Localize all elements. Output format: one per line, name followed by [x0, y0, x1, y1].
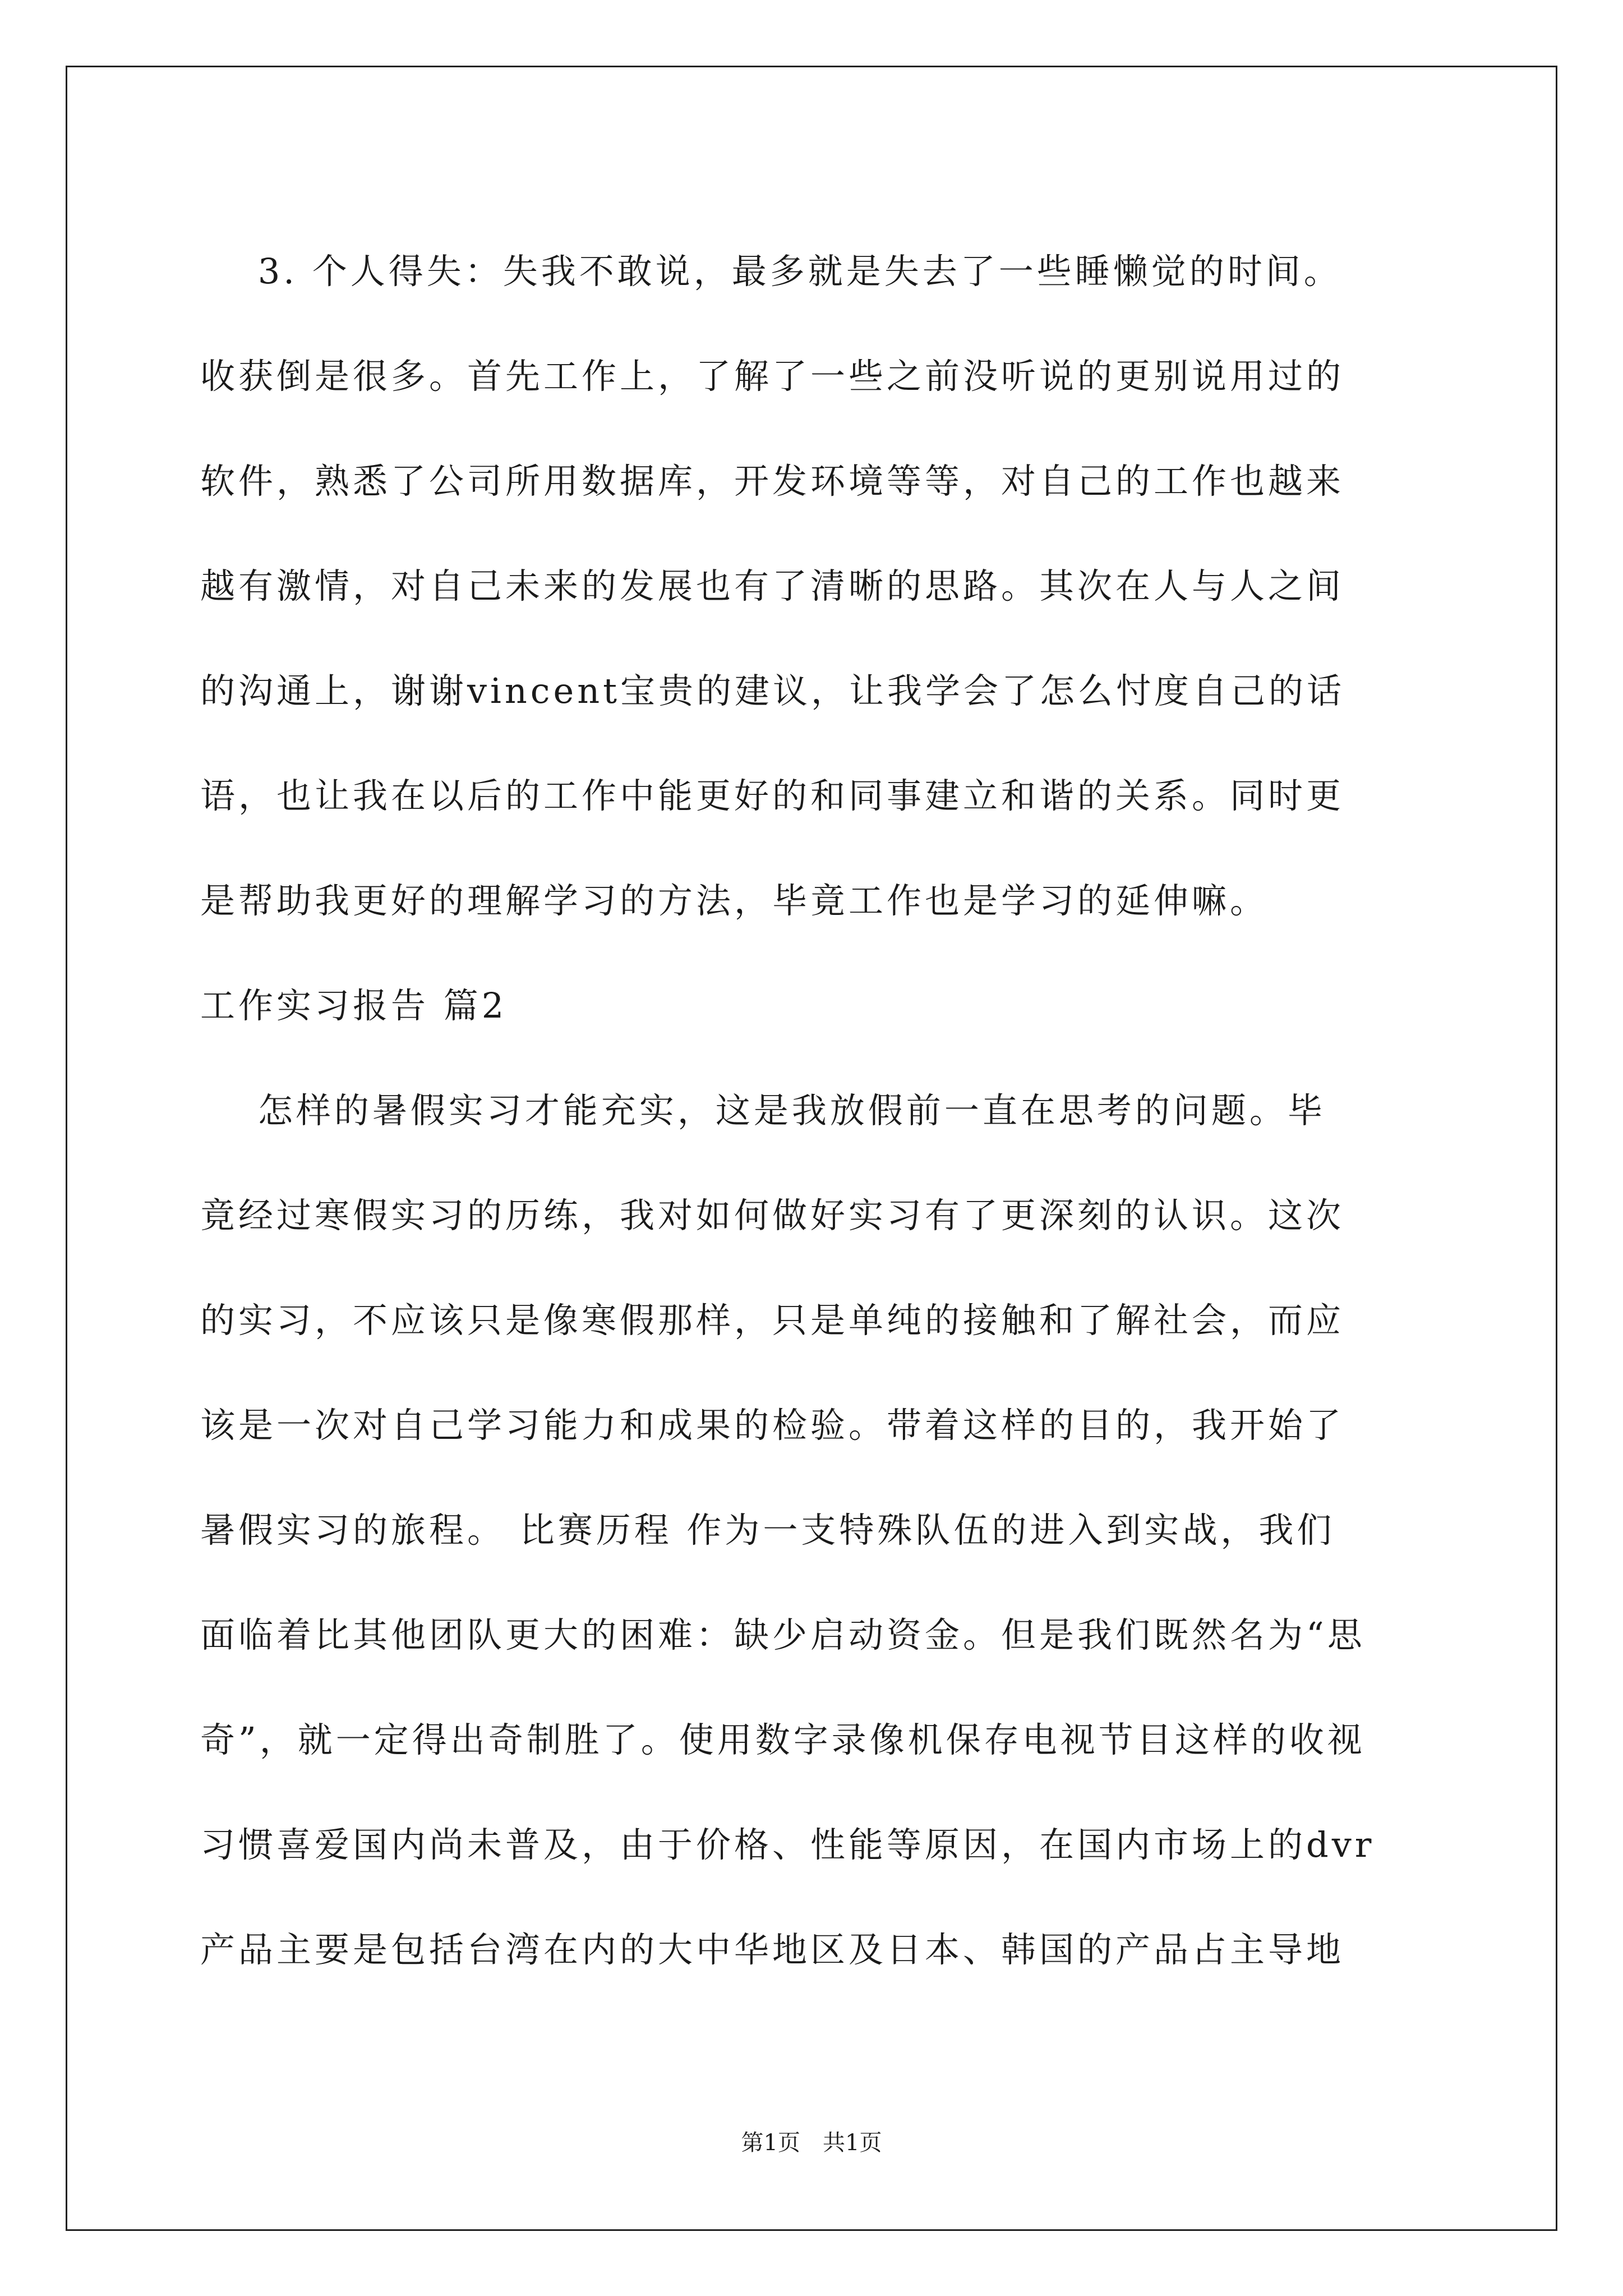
text-line-14: 面临着比其他团队更大的困难：缺少启动资金。但是我们既然名为“思	[200, 1614, 1366, 1655]
text-line-11: 的实习，不应该只是像寒假那样，只是单纯的接触和了解社会，而应	[200, 1300, 1345, 1341]
text-line-9: 怎样的暑假实习才能充实，这是我放假前一直在思考的问题。毕	[200, 1090, 1326, 1131]
text-line-7: 是帮助我更好的理解学习的方法，毕竟工作也是学习的延伸嘛。	[200, 880, 1269, 921]
text-line-1: 3. 个人得失：失我不敢说，最多就是失去了一些睡懒觉的时间。	[200, 251, 1342, 292]
text-line-16: 习惯喜爱国内尚未普及，由于价格、性能等原因，在国内市场上的dvr	[200, 1824, 1375, 1865]
text-line-15: 奇”，就一定得出奇制胜了。使用数字录像机保存电视节目这样的收视	[200, 1719, 1366, 1760]
text-line-13: 暑假实习的旅程。 比赛历程 作为一支特殊队伍的进入到实战，我们	[200, 1510, 1335, 1550]
text-line-12: 该是一次对自己学习能力和成果的检验。带着这样的目的，我开始了	[200, 1405, 1345, 1446]
text-line-4: 越有激情，对自己未来的发展也有了清晰的思路。其次在人与人之间	[200, 565, 1345, 606]
text-line-10: 竟经过寒假实习的历练，我对如何做好实习有了更深刻的认识。这次	[200, 1195, 1345, 1236]
text-line-2: 收获倒是很多。首先工作上，了解了一些之前没听说的更别说用过的	[200, 356, 1345, 397]
text-line-17: 产品主要是包括台湾在内的大中华地区及日本、韩国的产品占主导地	[200, 1929, 1345, 1970]
text-line-5: 的沟通上，谢谢vincent宝贵的建议，让我学会了怎么忖度自己的话	[200, 670, 1345, 711]
document-body	[200, 219, 1434, 2002]
page-indicator: 第1页 共1页	[741, 2130, 882, 2156]
section-heading: 工作实习报告 篇2	[200, 985, 508, 1026]
text-line-6: 语，也让我在以后的工作中能更好的和同事建立和谐的关系。同时更	[200, 775, 1345, 816]
page-footer	[0, 2129, 1623, 2157]
text-line-3: 软件，熟悉了公司所用数据库，开发环境等等，对自己的工作也越来	[200, 461, 1345, 501]
